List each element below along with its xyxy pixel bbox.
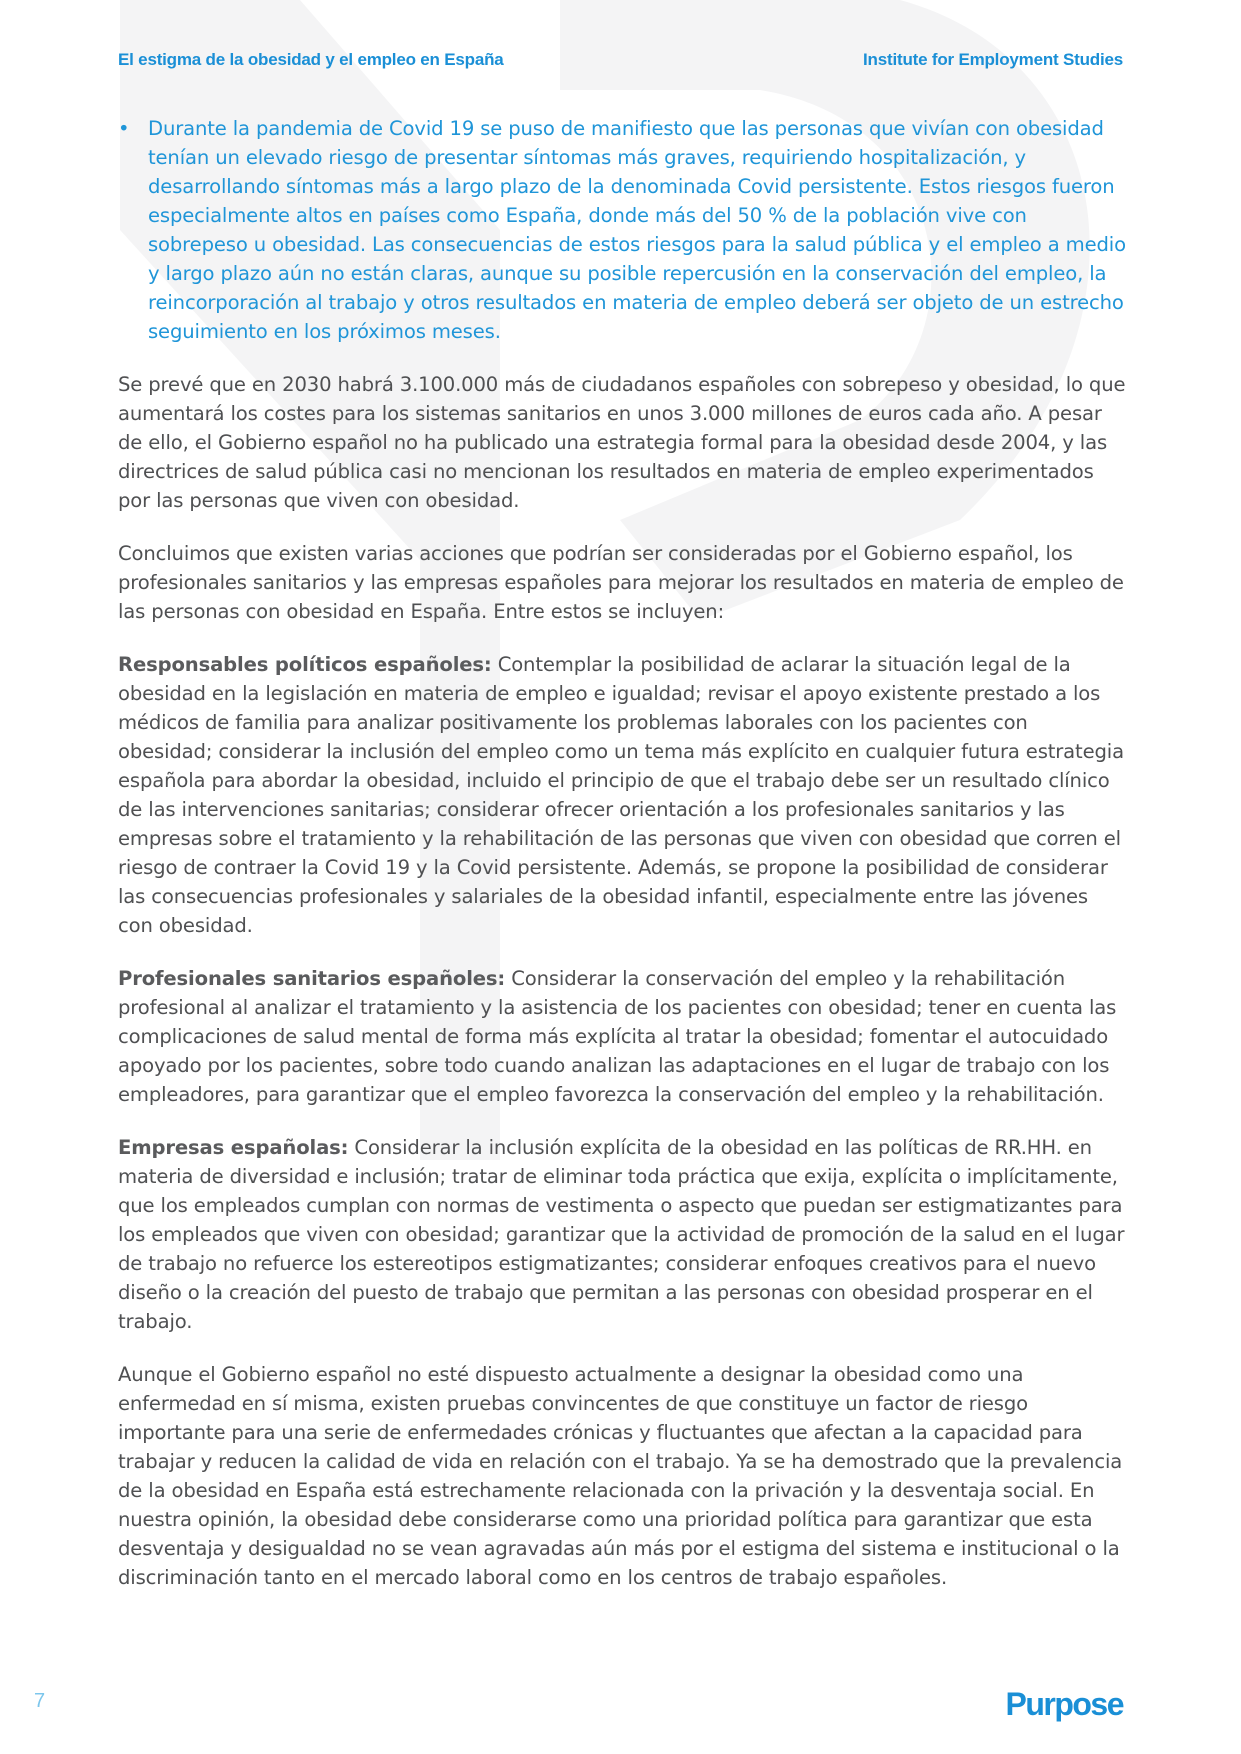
health-professionals-text: Considerar la conservación del empleo y la rehabilitación profesional al analizar el tratamiento y la asistencia de los pacientes con obesidad; tener en cuenta las complicaciones de salud mental de forma más explícita al tratar la obesidad; fomentar el autocuidado apoyado por los pacientes, sobre todo cuando analizan las adaptaciones en el lugar de trabajo con los empleadores, para garantizar que el empleo favorezca la conservación del empleo y la rehabilitación. bbox=[118, 967, 1117, 1106]
bullet-text: Durante la pandemia de Covid 19 se puso de manifiesto que las personas que vivían con obesidad tenían un elevado riesgo de presentar síntomas más graves, requiriendo hospitalización, y desarrollando síntomas más a largo plazo de la denominada Covid persistente. Estos riesgos fueron especialmente altos en países como España, donde más del 50 % de la población vive con sobrepeso u obesidad. Las consecuencias de estos riesgos para la salud pública y el empleo a medio y largo plazo aún no están claras, aunque su posible repercusión en la conservación del empleo, la reincorporación al trabajo y otros resultados en materia de empleo deberá ser objeto de un estrecho seguimiento en los próximos meses. bbox=[148, 117, 1126, 343]
policy-makers-text: Contemplar la posibilidad de aclarar la situación legal de la obesidad en la legislación en materia de empleo e igualdad; revisar el apoyo existente prestado a los médicos de familia para analizar positivamente los problemas laborales con los pacientes con obesidad; considerar la inclusión del empleo como un tema más explícito en cualquier futura estrategia española para abordar la obesidad, incluido el principio de que el trabajo debe ser un resultado clínico de las intervenciones sanitarias; considerar ofrecer orientación a los profesionales sanitarios y las empresas sobre el tratamiento y la rehabilitación de las personas que viven con obesidad que corren el riesgo de contraer la Covid 19 y la Covid persistente. Además, se propone la posibilidad de considerar las consecuencias profesionales y salariales de la obesidad infantil, especialmente entre las jóvenes con obesidad. bbox=[118, 653, 1124, 937]
employers-lead: Empresas españolas: bbox=[118, 1136, 349, 1159]
bullet-item-covid bbox=[118, 114, 1128, 346]
header-institute-name: Institute for Employment Studies bbox=[863, 50, 1123, 69]
main-content bbox=[118, 114, 1128, 1616]
paragraph-employers bbox=[118, 1133, 1128, 1336]
health-professionals-lead: Profesionales sanitarios españoles: bbox=[118, 967, 506, 990]
policy-makers-lead: Responsables políticos españoles: bbox=[118, 653, 492, 676]
paragraph-projection-2030: Se prevé que en 2030 habrá 3.100.000 más de ciudadanos españoles con sobrepeso y obesidad, lo que aumentará los costes para los sistemas sanitarios en unos 3.000 millones de euros cada año. A pesar de ello, el Gobierno español no ha publicado una estrategia formal para la obesidad desde 2004, y las directrices de salud pública casi no mencionan los resultados en materia de empleo experimentados por las personas que viven con obesidad. bbox=[118, 373, 1126, 512]
paragraph-final-opinion: Aunque el Gobierno español no esté dispuesto actualmente a designar la obesidad como una enfermedad en sí misma, existen pruebas convincentes de que constituye un factor de riesgo importante para una serie de enfermedades crónicas y fluctuantes que afectan a la capacidad para trabajar y reducen la calidad de vida en relación con el trabajo. Ya se ha demostrado que la prevalencia de la obesidad en España está estrechamente relacionada con la privación y la desventaja social. En nuestra opinión, la obesidad debe considerarse como una prioridad política para garantizar que esta desventaja y desigualdad no se vean agravadas aún más por el estigma del sistema e institucional o la discriminación tanto en el mercado laboral como en los centros de trabajo españoles. bbox=[118, 1363, 1123, 1589]
employers-text: Considerar la inclusión explícita de la obesidad en las políticas de RR.HH. en materia de diversidad e inclusión; tratar de eliminar toda práctica que exija, explícita o implícitamente, que los empleados cumplan con normas de vestimenta o aspecto que puedan ser estigmatizantes para los empleados que viven con obesidad; garantizar que la actividad de promoción de la salud en el lugar de trabajo no refuerce los estereotipos estigmatizantes; considerar enfoques creativos para el nuevo diseño o la creación del puesto de trabajo que permitan a las personas con obesidad prosperar en el trabajo. bbox=[118, 1136, 1125, 1333]
header-document-title: El estigma de la obesidad y el empleo en España bbox=[118, 50, 504, 69]
paragraph-health-professionals bbox=[118, 964, 1128, 1109]
bullet-icon: • bbox=[118, 117, 130, 140]
purpose-logo: Purpose bbox=[1005, 1686, 1123, 1722]
paragraph-conclusions: Concluimos que existen varias acciones que podrían ser consideradas por el Gobierno español, los profesionales sanitarios y las empresas españoles para mejorar los resultados en materia de empleo de las personas con obesidad en España. Entre estos se incluyen: bbox=[118, 542, 1124, 623]
page-number: 7 bbox=[34, 1690, 46, 1712]
paragraph-policy-makers bbox=[118, 650, 1128, 940]
